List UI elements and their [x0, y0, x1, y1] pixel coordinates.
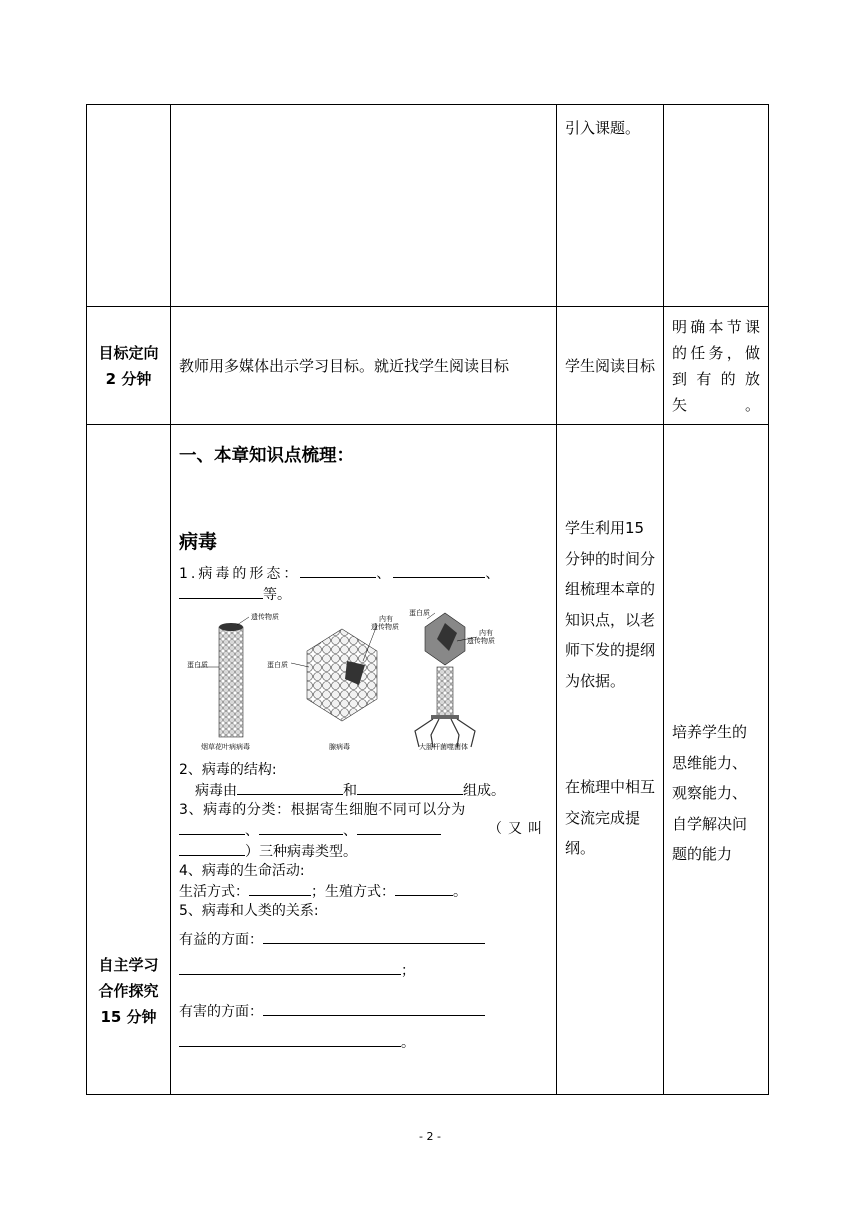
q4-text-a: 生活方式： — [179, 884, 249, 900]
table-row-self-study — [87, 425, 769, 1095]
student-goal-text: 学生阅读目标 — [565, 356, 656, 375]
q5-blank-bad-1[interactable] — [263, 1001, 485, 1016]
page-number: - 2 - — [419, 1130, 441, 1143]
label-protein-2: 蛋白质 — [267, 661, 288, 669]
q5-blank-good-2[interactable] — [179, 960, 401, 975]
q4-blank-2[interactable] — [395, 881, 453, 896]
label-bacteriophage: 大肠杆菌噬菌体 — [419, 743, 468, 751]
q4-blank-1[interactable] — [249, 881, 311, 896]
section-title: 一、本章知识点梳理： — [179, 446, 354, 466]
question-2-title: 2、病毒的结构: — [179, 762, 277, 778]
q1-blank-2[interactable] — [393, 563, 485, 578]
table-row-intro — [87, 105, 769, 307]
teacher-cell-empty — [171, 105, 557, 307]
q5-blank-bad-2[interactable] — [179, 1032, 401, 1047]
q2-text-a: 病毒由 — [195, 783, 237, 799]
student-self-study-text-b: 在梳理中相互交流完成提纲。 — [565, 778, 656, 857]
question-3 — [179, 820, 548, 841]
q3-paren-open: （又叫 — [488, 821, 548, 837]
purpose-cell-goal — [664, 307, 769, 425]
virus-illustration — [187, 609, 517, 757]
q3-blank-2[interactable] — [259, 820, 343, 835]
label-inside-3: 内有 — [479, 629, 493, 637]
label-protein-1: 蛋白质 — [187, 661, 208, 669]
q2-text-c: 组成。 — [463, 783, 505, 799]
q3-blank-3[interactable] — [357, 820, 441, 835]
stage-cell-empty — [87, 105, 171, 307]
label-genetic-material-1: 遗传物质 — [251, 613, 279, 621]
question-4-title: 4、病毒的生命活动: — [179, 863, 305, 879]
intro-activity-text: 引入课题。 — [565, 119, 641, 137]
student-cell-goal — [557, 307, 664, 425]
student-self-study-text-a: 学生利用15分钟的时间分组梳理本章的知识点，以老师下发的提纲为依据。 — [565, 519, 656, 690]
q1-sep-1: 、 — [376, 566, 394, 582]
purpose-self-study-text: 培养学生的思维能力、观察能力、自学解决问题的能力 — [672, 723, 748, 863]
question-5-good-cont — [179, 960, 548, 981]
label-genetic-material-3: 遗传物质 — [467, 637, 495, 645]
q5-period: 。 — [401, 1035, 415, 1051]
tmv-virus-drawing — [197, 617, 249, 737]
purpose-cell-empty — [664, 105, 769, 307]
question-3-cont — [179, 841, 548, 862]
virus-figure — [187, 609, 517, 757]
label-adenovirus: 腺病毒 — [329, 743, 350, 751]
question-5-bad — [179, 1001, 548, 1022]
q2-blank-1[interactable] — [237, 780, 343, 795]
q3-sep-2: 、 — [343, 823, 357, 839]
stage-self-study-line1: 自主学习 — [98, 956, 159, 974]
q3-blank-4[interactable] — [179, 841, 245, 856]
label-tmv: 烟草花叶病病毒 — [201, 743, 250, 751]
question-3-title: 3、病毒的分类：根据寄生细胞不同可以分为 — [179, 802, 466, 818]
q2-text-b: 和 — [343, 783, 357, 799]
stage-cell-self-study — [87, 425, 171, 1095]
q2-blank-2[interactable] — [357, 780, 463, 795]
q4-text-b: ；生殖方式： — [311, 884, 395, 900]
q3-paren-close: ）三种病毒类型。 — [245, 844, 357, 860]
stage-goal-duration: 2 分钟 — [105, 369, 152, 388]
bacteriophage-drawing — [415, 613, 477, 747]
topic-heading: 病毒 — [179, 531, 218, 553]
lesson-plan-table — [86, 104, 769, 1095]
q1-sep-2: 、 — [485, 566, 503, 582]
question-5-good — [179, 929, 548, 950]
student-activity-cell — [557, 105, 664, 307]
question-1-cont — [179, 584, 548, 605]
stage-goal-title: 目标定向 — [98, 343, 159, 362]
q1-end: 等。 — [263, 587, 291, 603]
label-genetic-material-2: 遗传物质 — [371, 623, 399, 631]
q3-blank-1[interactable] — [179, 820, 245, 835]
table-row-goal — [87, 307, 769, 425]
question-5-bad-cont — [179, 1032, 548, 1053]
q5-bad-label: 有害的方面： — [179, 1004, 263, 1020]
q3-sep-1: 、 — [245, 823, 259, 839]
question-5-title: 5、病毒和人类的关系: — [179, 903, 319, 919]
q1-text: 1.病毒的形态： — [179, 566, 301, 582]
purpose-cell-self-study — [664, 425, 769, 1095]
purpose-goal-text: 明确本节课的任务，做到有的放矢。 — [672, 317, 760, 414]
label-inside-2: 内有 — [379, 615, 393, 623]
q4-text-c: 。 — [453, 884, 467, 900]
stage-self-study-duration: 15 分钟 — [100, 1008, 157, 1026]
adenovirus-drawing — [291, 625, 377, 721]
label-protein-3: 蛋白质 — [409, 609, 430, 617]
q1-blank-1[interactable] — [300, 563, 376, 578]
student-cell-self-study — [557, 425, 664, 1095]
question-1 — [179, 563, 548, 584]
teacher-goal-text: 教师用多媒体出示学习目标。就近找学生阅读目标 — [179, 356, 510, 375]
teacher-cell-self-study — [171, 425, 557, 1095]
q1-blank-3[interactable] — [179, 584, 263, 599]
q5-semicolon: ； — [401, 963, 415, 979]
stage-self-study-line2: 合作探究 — [98, 982, 159, 1000]
q5-good-label: 有益的方面： — [179, 932, 263, 948]
q5-blank-good-1[interactable] — [263, 929, 485, 944]
stage-cell-goal — [87, 307, 171, 425]
teacher-cell-goal — [171, 307, 557, 425]
question-4 — [179, 881, 548, 902]
question-2 — [179, 780, 548, 801]
